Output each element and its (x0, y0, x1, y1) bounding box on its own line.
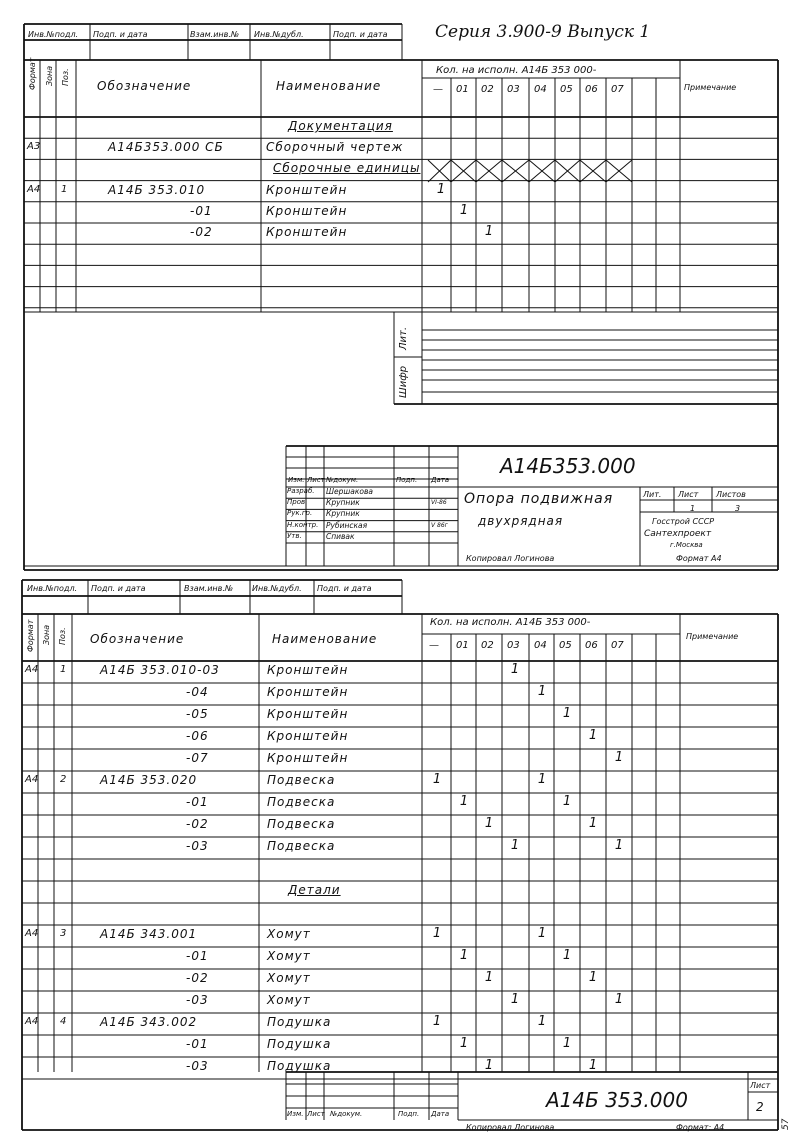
row-name: Хомут (267, 927, 311, 941)
row-format: А4 (25, 1016, 39, 1027)
qty-cell: 1 (459, 202, 469, 218)
qty-cell: 1 (432, 926, 442, 941)
row-name: Подвеска (267, 817, 336, 831)
format-p1: Формат А4 (676, 554, 722, 563)
row-format: А4 (25, 928, 39, 939)
qty-cell: 1 (459, 948, 469, 963)
lit-label: Лит. (398, 326, 409, 350)
exec-col-header: 03 (507, 640, 520, 651)
tb-date: V 86г (431, 521, 448, 529)
exec-col-header: 06 (585, 640, 598, 651)
exec-col-header: 05 (559, 640, 572, 651)
row-designation: -01 (186, 795, 209, 809)
row-name: Хомут (267, 993, 311, 1007)
qty-cell: 1 (562, 706, 572, 721)
tb-role: Утв. (287, 531, 302, 540)
tb-label-sign: Подп. (396, 476, 418, 484)
p2-stamp-col-sign: Подп. и дата (91, 584, 146, 593)
row-name: Кронштейн (267, 729, 349, 743)
p2-tb-label-izm: Изм. (287, 1110, 304, 1118)
tb-role: Рук.гр. (287, 509, 313, 518)
doc-code-p1: А14Б353.000 (500, 454, 636, 478)
section-heading: Детали (288, 883, 341, 897)
qty-cell: 1 (484, 970, 494, 985)
qty-cell: 1 (459, 794, 469, 809)
row-designation: -04 (186, 685, 209, 699)
row-designation: -03 (186, 839, 209, 853)
row-designation: А14Б 353.010 (108, 182, 206, 197)
tb-sheets-total: 3 (735, 504, 741, 513)
exec-col-header: 04 (534, 640, 547, 651)
stamp-col-sign2: Подп. и дата (333, 30, 388, 39)
qty-cell: 1 (537, 1014, 547, 1029)
section-heading: Сборочные единицы (273, 161, 421, 176)
tb-date: VI-86 (431, 499, 447, 507)
tb-role: Пров. (287, 498, 308, 507)
tb-role: Разраб. (287, 487, 315, 495)
tb-person: Рубинская (326, 520, 368, 530)
row-designation: А14Б 353.020 (100, 773, 198, 787)
tb-sheet-hdr: Лист (678, 490, 699, 499)
exec-col-header: 02 (481, 84, 494, 95)
tb-org1: Госстрой СССР (652, 517, 715, 526)
format-p2: Формат: А4 (676, 1123, 725, 1132)
qty-cell: 1 (614, 838, 624, 853)
qty-cell: 1 (588, 970, 598, 985)
doc-title-line1: Опора подвижная (464, 491, 614, 507)
series-label: Серия 3.900-9 Выпуск 1 (435, 22, 651, 42)
row-designation: -06 (186, 729, 209, 743)
row-position: 3 (60, 928, 67, 939)
col-name: Наименование (276, 79, 382, 93)
row-position: 2 (60, 774, 67, 785)
doc-title-line2: двухрядная (478, 514, 564, 528)
row-designation: -03 (186, 993, 209, 1007)
tb-person: Крупник (326, 498, 360, 508)
exec-col-header: 07 (611, 640, 624, 651)
tb-role: Н.контр. (287, 520, 319, 529)
row-format: А4 (27, 183, 41, 195)
tb-person: Шершакова (326, 487, 373, 496)
qty-cell: 1 (510, 992, 520, 1007)
p2-col-name: Наименование (272, 632, 378, 646)
tb-label-doc: №докум. (326, 476, 359, 484)
row-designation: А14Б 343.002 (100, 1015, 198, 1029)
row-designation: -01 (190, 203, 213, 218)
qty-cell: 1 (588, 1058, 598, 1073)
exec-col-header: 03 (507, 84, 520, 95)
col-format: Формат (28, 57, 37, 90)
row-designation: А14Б 343.001 (100, 927, 198, 941)
p2-col-pos: Поз. (58, 627, 67, 645)
row-designation: -05 (186, 707, 209, 721)
row-format: А4 (25, 664, 39, 675)
qty-cell: 1 (562, 948, 572, 963)
row-designation: -01 (186, 1037, 209, 1051)
exec-col-header: 01 (456, 84, 469, 95)
tb-org3: г.Москва (670, 541, 703, 549)
qty-cell: 1 (432, 772, 442, 787)
row-name: Кронштейн (267, 707, 349, 721)
row-designation: А14Б 353.010-03 (100, 663, 220, 677)
qty-cell: 1 (484, 816, 494, 831)
tb-person: Спивак (326, 531, 355, 541)
p2-tb-label-doc: №докум. (330, 1110, 363, 1118)
p2-stamp-col-inv: Инв.№подл. (27, 584, 78, 593)
side-mark: 57 (781, 1118, 791, 1130)
col-zone: Зона (45, 65, 54, 86)
row-designation: -02 (186, 971, 209, 985)
exec-col-header: 04 (534, 84, 547, 95)
row-name: Хомут (267, 949, 311, 963)
copied-by-p2: Копировал Логинова (466, 1123, 555, 1132)
qty-cell: 1 (614, 992, 624, 1007)
p2-stamp-col-replace: Взам.инв.№ (184, 584, 234, 593)
row-name: Сборочный чертеж (266, 140, 404, 155)
p2-tb-label-list: Лист (307, 1110, 325, 1118)
p2-col-qty: Кол. на исполн. А14Б 353 000- (430, 617, 591, 628)
row-designation: -02 (190, 225, 213, 239)
qty-cell: 1 (614, 750, 624, 765)
qty-cell: 1 (588, 816, 598, 831)
col-note: Примечание (684, 83, 737, 92)
tb-label-list: Лист (307, 476, 325, 484)
row-name: Подушка (267, 1015, 332, 1029)
qty-cell: 1 (537, 772, 547, 787)
row-format: А3 (27, 141, 41, 153)
row-name: Кронштейн (266, 225, 348, 239)
qty-cell: 1 (510, 662, 520, 677)
stamp-col-dup: Инв.№дубл. (254, 30, 304, 39)
p2-col-designation: Обозначение (90, 632, 185, 646)
col-designation: Обозначение (97, 79, 192, 93)
row-name: Кронштейн (267, 751, 349, 765)
row-position: 1 (60, 664, 67, 675)
row-designation: А14Б353.000 СБ (108, 140, 224, 155)
row-name: Подушка (267, 1059, 332, 1073)
qty-cell: 1 (459, 1036, 469, 1051)
row-position: 1 (61, 183, 68, 195)
exec-col-header: 02 (481, 640, 494, 651)
cipher-label: Шифр (398, 365, 409, 398)
tb-sheet-no: 1 (690, 504, 696, 513)
qty-cell: 1 (562, 794, 572, 809)
qty-cell: 1 (436, 181, 446, 197)
row-name: Кронштейн (266, 203, 348, 218)
stamp-col-inv: Инв.№подл. (28, 30, 79, 39)
p2-stamp-col-dup: Инв.№дубл. (252, 584, 302, 593)
exec-col-header: 01 (456, 640, 469, 651)
exec-col-header: — (429, 640, 439, 651)
tb-org2: Сантехпроект (644, 529, 712, 539)
qty-cell: 1 (484, 224, 494, 239)
tb-label-izm: Изм. (288, 476, 305, 484)
tb-sheets-hdr: Листов (716, 490, 746, 499)
tb-label-date: Дата (431, 476, 450, 484)
p2-stamp-col-sign2: Подп. и дата (317, 584, 372, 593)
p2-sheet-no: 2 (756, 1100, 764, 1114)
qty-cell: 1 (537, 684, 547, 699)
p2-col-zone: Зона (42, 624, 51, 645)
qty-cell: 1 (484, 1058, 494, 1073)
exec-col-header: 06 (585, 84, 598, 95)
p2-tb-label-sign: Подп. (398, 1110, 420, 1118)
stamp-col-replace: Взам.инв.№ (190, 30, 240, 39)
exec-col-header: 07 (611, 84, 624, 95)
p2-tb-label-date: Дата (431, 1110, 450, 1118)
doc-code-p2: А14Б 353.000 (546, 1088, 688, 1112)
row-name: Хомут (267, 971, 311, 985)
qty-cell: 1 (537, 926, 547, 941)
row-designation: -03 (186, 1059, 209, 1073)
row-format: А4 (25, 774, 39, 785)
p2-col-note: Примечание (686, 632, 739, 641)
col-pos: Поз. (61, 68, 70, 86)
row-name: Подвеска (267, 773, 336, 787)
section-heading: Документация (288, 119, 393, 133)
row-position: 4 (60, 1016, 67, 1027)
row-name: Подвеска (267, 795, 336, 809)
p2-sheet-hdr: Лист (750, 1081, 771, 1090)
row-designation: -07 (186, 751, 209, 765)
copied-by-p1: Копировал Логинова (466, 554, 555, 563)
row-name: Кронштейн (266, 182, 348, 197)
qty-cell: 1 (562, 1036, 572, 1051)
qty-cell: 1 (588, 728, 598, 743)
stamp-col-sign: Подп. и дата (93, 30, 148, 39)
tb-lit-hdr: Лит. (643, 490, 662, 499)
row-name: Подушка (267, 1037, 332, 1051)
row-name: Кронштейн (267, 685, 349, 699)
exec-col-header: 05 (560, 84, 573, 95)
row-name: Кронштейн (267, 663, 349, 677)
tb-person: Крупник (326, 509, 360, 519)
row-designation: -02 (186, 817, 209, 831)
row-name: Подвеска (267, 839, 336, 853)
qty-cell: 1 (432, 1014, 442, 1029)
row-designation: -01 (186, 949, 209, 963)
qty-cell: 1 (510, 838, 520, 853)
p2-col-format: Формат (26, 619, 35, 652)
exec-col-header: — (433, 84, 443, 95)
col-qty: Кол. на исполн. А14Б 353 000- (436, 65, 597, 76)
